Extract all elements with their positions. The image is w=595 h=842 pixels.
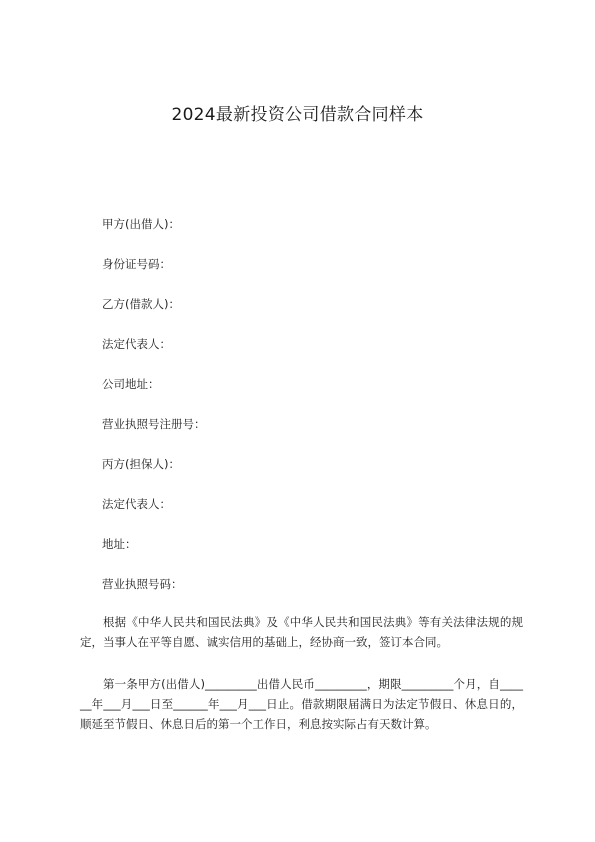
field-guarantor: 丙方(担保人)： [102, 457, 180, 471]
field-id-number: 身份证号码： [102, 257, 171, 271]
field-borrower: 乙方(借款人)： [102, 297, 180, 311]
field-address: 地址： [102, 537, 137, 551]
field-business-license-registration-number: 营业执照号注册号： [102, 417, 206, 431]
paragraph-preamble: 根据《中华人民共和国民法典》及《中华人民共和国民法典》等有关法律法规的规定，当事人在平等自愿、诚实信用的基础上，经协商一致，签订本合同。 [80, 615, 523, 649]
paragraph-article-one: 第一条甲方(出借人)_________出借人民币_________，期限_________个月，自______年___月___日至______年___月___日止。借款期限届满日为法定节假日、休息日的，顺延至节假日、休息日后的第一个工作日，利息按实际占有天数计算。 [80, 677, 523, 731]
field-lender: 甲方(出借人)： [102, 217, 180, 231]
field-legal-representative: 法定代表人： [102, 337, 171, 351]
field-company-address: 公司地址： [102, 377, 160, 391]
field-business-license-number: 营业执照号码： [102, 577, 183, 591]
document-title: 2024最新投资公司借款合同样本 [171, 105, 424, 125]
field-guarantor-legal-representative: 法定代表人： [102, 497, 171, 511]
